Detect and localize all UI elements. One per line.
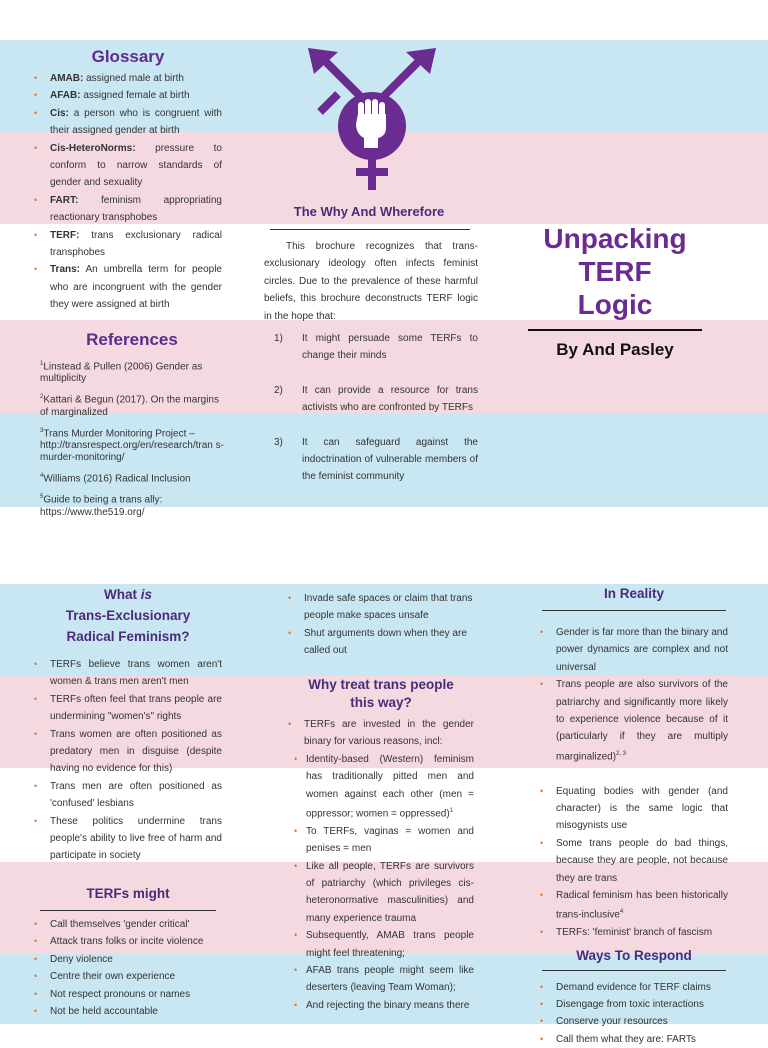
whytreat-item [294, 962, 474, 997]
why-point-number: 1) [274, 333, 283, 345]
might-item: • Shut arguments down when they are called out [288, 625, 474, 660]
what-list [34, 656, 222, 865]
glossary-title: Glossary [91, 47, 165, 66]
glossary-definition: assigned female at birth [80, 90, 190, 102]
what-item: • Trans women are often positioned as predatory men in disguise (despite having no evidence for this) [34, 726, 222, 778]
cover-title [524, 222, 706, 321]
reality-title: In Reality [603, 586, 665, 601]
respond-list [540, 979, 728, 1048]
respond-item: • Demand evidence for TERF claims [540, 979, 728, 996]
whytreat-section [288, 676, 474, 1014]
glossary-item [34, 105, 222, 140]
cover-byline: By And Pasley [556, 340, 674, 359]
whytreat-item [294, 751, 474, 823]
reference-number: 5 [40, 494, 44, 501]
glossary-definition: assigned male at birth [83, 73, 184, 84]
reality-item [540, 783, 728, 835]
reference-item [40, 358, 224, 385]
glossary-definition: feminism appropriating reactionary transphobes [50, 194, 222, 224]
reality-item-text: TERFs: 'feminist' branch of fascism [556, 927, 713, 939]
why-point [274, 434, 478, 486]
glossary-definition: trans exclusionary radical transphobes [50, 229, 222, 259]
what-title-em: is [140, 587, 152, 602]
what-item: • TERFs often feel that trans people are undermining "women's" rights [34, 691, 222, 726]
whytreat-item [294, 997, 474, 1014]
reality-item-superscript: 4 [619, 909, 624, 916]
what-section [34, 584, 222, 1020]
what-title [34, 584, 222, 647]
why-divider [270, 221, 470, 230]
why-point-text: It can safeguard against the indoctrination of vulnerable members of the feminist community [302, 436, 478, 483]
reality-list [540, 624, 728, 942]
whytreat-item-text: AFAB trans people might seem like deserters (leaving Team Woman); [306, 965, 474, 994]
what-title-pre: What [103, 587, 141, 602]
cover-title-line2: TERF [578, 256, 652, 287]
whytreat-item [294, 823, 474, 858]
why-point-text: It might persuade some TERFs to change their minds [302, 333, 478, 362]
whytreat-title-line1: Why treat trans people [308, 677, 454, 692]
reference-number: 1 [40, 361, 44, 367]
reality-item [540, 676, 728, 765]
cover-title-line3: Logic [577, 289, 653, 320]
reference-text: Trans Murder Monitoring Project – http://transrespect.org/en/research/tran s-murder-monitoring/ [40, 427, 224, 463]
whytreat-item-text: Identity-based (Western) feminism has traditionally pitted men and women against each other (men = oppressor; women = oppressed) [306, 753, 474, 820]
might-cont-list [288, 590, 474, 660]
what-title-line2: Trans-Exclusionary [65, 608, 191, 623]
reality-section [540, 584, 728, 1048]
glossary-item [34, 87, 222, 104]
reality-item [540, 624, 728, 676]
might-item: • Centre their own experience [34, 968, 222, 985]
whytreat-title-line2: this way? [350, 695, 412, 710]
reference-text: Kattari & Begun (2017). On the margins of marginalized [40, 394, 219, 418]
reality-item-text: Equating bodies with gender (and character) is the same logic that misogynists use [556, 785, 728, 832]
references-title: References [86, 330, 178, 349]
reality-item [540, 887, 728, 924]
whytreat-item-text: To TERFs, vaginas = women and penises = men [306, 825, 474, 855]
whytreat-lead: • TERFs are invested in the gender binary for various reasons, incl: [288, 716, 474, 751]
might-item: • Call themselves 'gender critical' [34, 916, 222, 933]
why-intro: This brochure recognizes that trans-exclusionary ideology often infects feminist circles. Due to the prevalence of these harmful beliefs, this brochure deconstructs TERF logic in the hope that: [264, 241, 478, 322]
trans-symbol-raised-fist-icon [300, 44, 444, 194]
might-item: • Invade safe spaces or claim that trans people make spaces unsafe [288, 590, 474, 625]
reference-item [40, 491, 224, 518]
might-cont-section [288, 590, 474, 660]
whytreat-item-superscript: 1 [449, 808, 454, 815]
respond-item: • Call them what they are: FARTs [540, 1031, 728, 1048]
reality-item-text: Trans people are also survivors of the patriarchy and significantly more likely to experience violence because of it (particularly if they are multiply marginalized) [556, 679, 728, 763]
reference-text: Linstead & Pullen (2006) Gender as multiplicity [40, 361, 203, 385]
whytreat-item-text: Subsequently, AMAB trans people might feel threatening; [306, 930, 474, 959]
glossary-item [34, 227, 222, 262]
glossary-definition: pressure to conform to narrow standards of gender and sexuality [50, 142, 222, 189]
glossary-term: AMAB: [50, 73, 84, 84]
glossary-term: Trans: [50, 264, 81, 276]
whytreat-list [288, 751, 474, 1014]
reality-item [540, 835, 728, 887]
glossary-item [34, 261, 222, 313]
why-point-number: 2) [274, 384, 283, 396]
glossary-item [34, 70, 222, 87]
respond-title: Ways To Respond [576, 947, 692, 963]
glossary-term: TERF: [50, 229, 80, 241]
reality-item [540, 924, 728, 941]
reference-text: Guide to being a trans ally: https://www.the519.org/ [40, 494, 163, 518]
what-item: • Trans men are often positioned as 'confused' lesbians [34, 778, 222, 813]
reference-number: 3 [40, 427, 44, 434]
reference-number: 4 [40, 472, 44, 479]
whytreat-item [294, 927, 474, 962]
reference-item [40, 425, 224, 464]
glossary-term: Cis-HeteroNorms: [50, 142, 136, 154]
might-item: • Deny violence [34, 951, 222, 968]
might-item: • Not respect pronouns or names [34, 986, 222, 1003]
glossary-term: AFAB: [50, 90, 81, 102]
why-point-number: 3) [274, 436, 283, 448]
glossary-section [34, 46, 222, 314]
reality-item-text: Some trans people do bad things, because they are people, not because they are trans [556, 837, 728, 884]
references-list [40, 358, 224, 519]
glossary-definition: An umbrella term for people who are incongruent with the gender they were assigned at birth [50, 264, 222, 311]
respond-divider [542, 966, 726, 971]
why-point [274, 330, 478, 365]
glossary-list [34, 70, 222, 314]
respond-item: • Conserve your resources [540, 1013, 728, 1030]
cover-title-line1: Unpacking [543, 223, 687, 254]
what-item: • These politics undermine trans people's ability to live free of harm and participate in society [34, 813, 222, 865]
reference-number: 2 [40, 394, 44, 401]
cover-rule [528, 329, 702, 331]
reality-item-text: Gender is far more than the binary and power dynamics are complex and not universal [556, 627, 728, 673]
whytreat-item-text: Like all people, TERFs are survivors of patriarchy (which privileges cis-heteronormative masculinities) and many experience trauma [306, 860, 474, 924]
glossary-term: Cis: [50, 107, 69, 119]
reference-item [40, 391, 224, 418]
why-section [264, 203, 478, 503]
glossary-item [34, 192, 222, 227]
reference-item [40, 470, 224, 485]
glossary-term: FART: [50, 194, 79, 206]
why-point-text: It can provide a resource for trans activists who are confronted by TERFs [302, 384, 478, 414]
whytreat-title [288, 676, 474, 712]
might-list [34, 916, 222, 1020]
whytreat-lead-list [288, 716, 474, 751]
what-item: • TERFs believe trans women aren't women & trans men aren't men [34, 656, 222, 691]
references-section [40, 328, 224, 525]
glossary-item [34, 140, 222, 192]
what-title-line3: Radical Feminism? [66, 629, 190, 644]
might-item: • Not be held accountable [34, 1003, 222, 1020]
whytreat-item-text: And rejecting the binary means there [306, 999, 470, 1011]
why-points [264, 330, 478, 486]
might-title: TERFs might [86, 885, 170, 901]
reality-divider [542, 604, 726, 611]
whytreat-item [294, 858, 474, 928]
reference-text: Williams (2016) Radical Inclusion [43, 473, 191, 485]
might-item: • Attack trans folks or incite violence [34, 933, 222, 950]
glossary-definition: a person who is congruent with their assigned gender at birth [50, 107, 222, 137]
why-title: The Why And Wherefore [293, 204, 445, 219]
respond-item: • Disengage from toxic interactions [540, 996, 728, 1013]
why-point [274, 382, 478, 417]
might-divider [40, 904, 216, 911]
reality-item-superscript: 2, 3 [616, 750, 627, 757]
reality-item-text: Radical feminism has been historically trans-inclusive [556, 890, 728, 921]
